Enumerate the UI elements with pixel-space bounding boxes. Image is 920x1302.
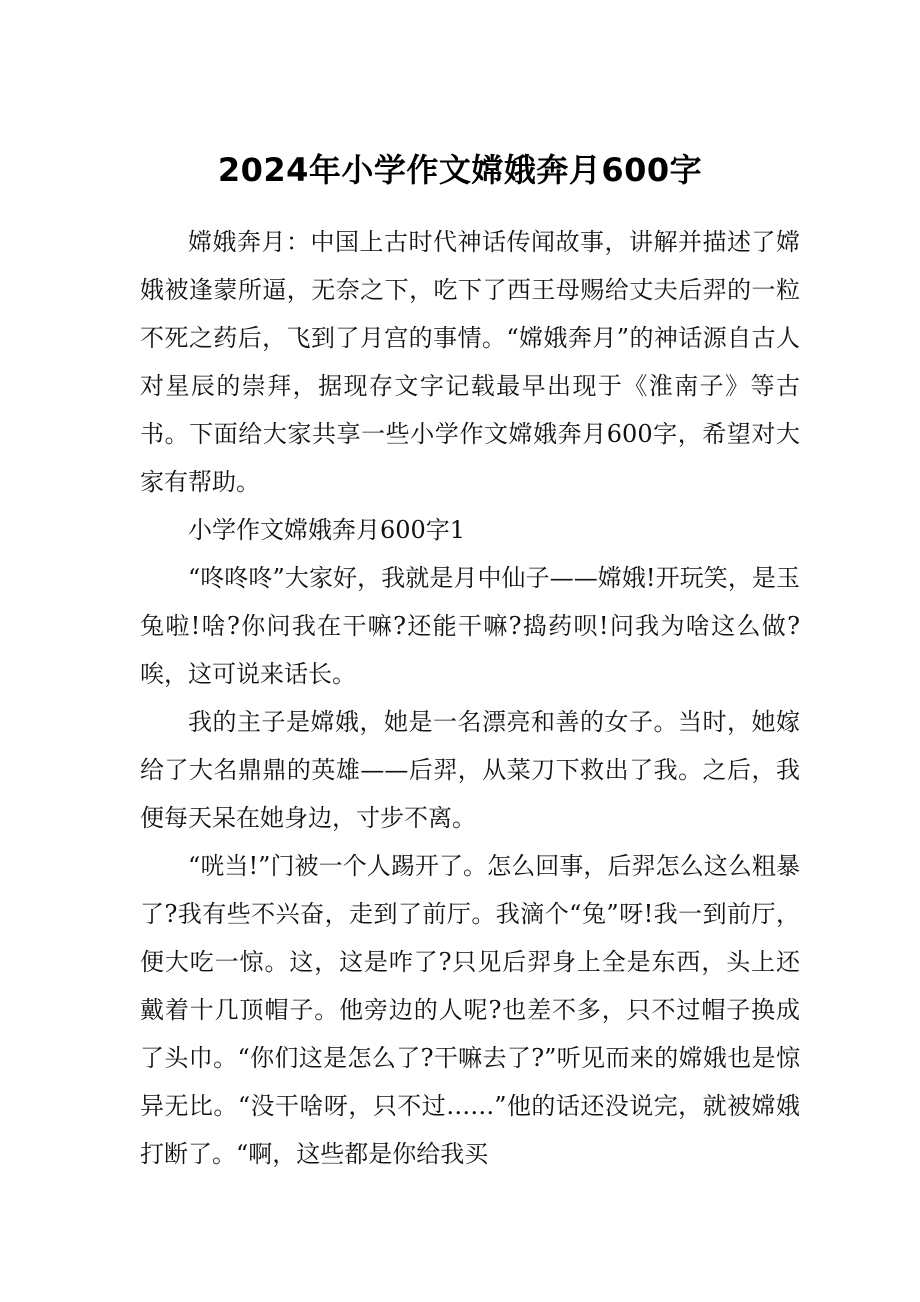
document-title: 2024年小学作文嫦娥奔月600字 — [217, 151, 703, 189]
paragraph-3: “咣当!”门被一个人踢开了。怎么回事，后羿怎么这么粗暴了?我有些不兴奋，走到了前厅。我滴个“兔”呀!我一到前厅，便大吃一惊。这，这是咋了?只见后羿身上全是东西，头上还戴着十几顶帽子。他旁边的人呢?也差不多，只不过帽子换成了头巾。“你们这是怎么了?干嘛去了?”听见而来的嫦娥也是惊异无比。“没干啥呀，只不过……”他的话还没说完，就被嫦娥打断了。“啊，这些都是你给我买 — [140, 852, 800, 1168]
section-heading: 小学作文嫦娥奔月600字1 — [188, 516, 466, 544]
paragraph-intro: 嫦娥奔月：中国上古时代神话传闻故事，讲解并描述了嫦娥被逢蒙所逼，无奈之下，吃下了西王母赐给丈夫后羿的一粒不死之药后，飞到了月宫的事情。“嫦娥奔月”的神话源自古人对星辰的崇拜，据现存文字记载最早出现于《淮南子》等古书。下面给大家共享一些小学作文嫦娥奔月600字，希望对大家有帮助。 — [140, 228, 800, 496]
paragraph-1: “咚咚咚”大家好，我就是月中仙子——嫦娥!开玩笑，是玉兔啦!啥?你问我在干嘛?还能干嘛?捣药呗!问我为啥这么做?唉，这可说来话长。 — [140, 564, 800, 688]
paragraph-2: 我的主子是嫦娥，她是一名漂亮和善的女子。当时，她嫁给了大名鼎鼎的英雄——后羿，从菜刀下救出了我。之后，我便每天呆在她身边，寸步不离。 — [140, 708, 800, 832]
document-body — [140, 218, 800, 1178]
